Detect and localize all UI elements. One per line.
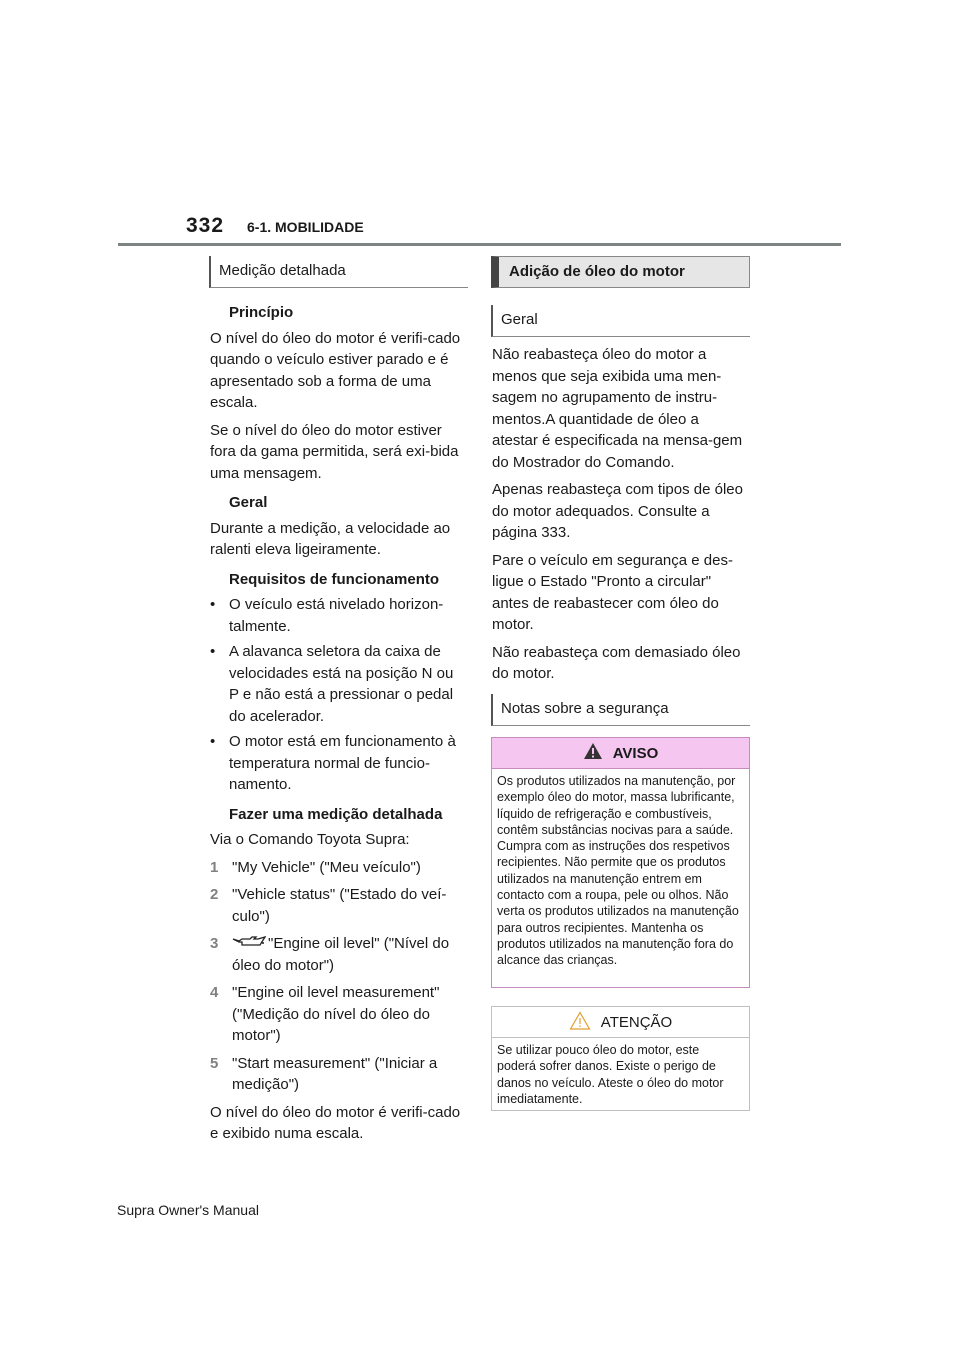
paragraph: O nível do óleo do motor é verifi-cado e exibido numa escala. <box>210 1103 461 1143</box>
step-item <box>210 933 465 976</box>
warning-title: AVISO <box>612 744 659 762</box>
caution-header <box>492 1007 749 1038</box>
oil-can-icon <box>232 933 266 955</box>
warning-header <box>492 738 749 769</box>
subsection-heading-general <box>491 305 750 337</box>
warning-triangle-icon <box>583 742 603 764</box>
bullet-marker: • <box>210 596 216 613</box>
step-text: "My Vehicle" ("Meu veículo") <box>232 858 421 876</box>
step-item <box>210 857 465 879</box>
section-heading-text: Adição de óleo do motor <box>509 263 685 280</box>
step-text: "Engine oil level" ("Nível do óleo do motor") <box>232 935 450 974</box>
list-item-text: O motor está em funcionamento à temperatura normal de funcio-namento. <box>229 733 456 793</box>
section-heading-text: Medição detalhada <box>219 262 346 279</box>
subheading-requirements: Requisitos de funcionamento <box>229 570 440 588</box>
header-divider <box>118 243 841 246</box>
caution-box <box>491 1006 750 1111</box>
section-heading-detailed-measurement <box>209 256 468 288</box>
step-number: 3 <box>210 935 219 952</box>
step-text: "Start measurement" ("Iniciar a medição") <box>232 1054 438 1094</box>
paragraph: O nível do óleo do motor é verifi-cado quando o veículo estiver parado e é apresentado sob a forma de uma escala. <box>210 329 461 411</box>
chapter-title: 6-1. MOBILIDADE <box>247 219 364 235</box>
list-item <box>210 731 465 796</box>
step-item <box>210 1053 465 1096</box>
paragraph: Pare o veículo em segurança e des-ligue o Estado "Pronto a circular" antes de reabastecer com óleo do motor. <box>492 551 733 633</box>
step-number: 2 <box>210 886 219 903</box>
right-column <box>492 344 747 691</box>
bullet-marker: • <box>210 733 216 750</box>
step-number: 5 <box>210 1054 219 1072</box>
list-item <box>210 641 465 727</box>
caution-triangle-icon <box>569 1011 591 1034</box>
step-number: 4 <box>210 984 219 1002</box>
subheading-general: Geral <box>229 494 268 511</box>
page-number: 332 <box>186 214 225 237</box>
subheading-detailed-measurement: Fazer uma medição detalhada <box>229 805 443 823</box>
paragraph: Não reabasteça com demasiado óleo do motor. <box>492 643 741 682</box>
step-item <box>210 884 465 927</box>
section-heading-add-oil <box>491 256 750 288</box>
caution-title: ATENÇÃO <box>600 1013 673 1031</box>
list-item <box>210 594 465 637</box>
subheading-principle: Princípio <box>229 304 294 321</box>
section-heading-text: Geral <box>501 311 538 328</box>
paragraph: Se o nível do óleo do motor estiver fora da gama permitida, será exi-bida uma mensagem. <box>210 421 459 482</box>
step-text: "Engine oil level measurement" ("Medição do nível do óleo do motor") <box>232 984 440 1045</box>
step-number: 1 <box>210 858 219 876</box>
warning-text: Os produtos utilizados na manutenção, por exemplo óleo do motor, massa lubrificante, líquido de refrigeração e combustíveis, contêm substâncias nocivas para a saúde. Cumpra com as instruções dos respetivos recipientes. Não permite que os produtos utilizados na manutenção entrem em contacto com a roupa, pele ou olhos. Não verta os produtos utilizados na manutenção para outros recipientes. Mantenha os produtos utilizados na manutenção fora do alcance das crianças. <box>497 774 739 968</box>
step-text: "Vehicle status" ("Estado do veí-culo") <box>232 886 447 925</box>
warning-box <box>491 737 750 988</box>
list-item-text: O veículo está nivelado horizon-talmente. <box>229 596 444 635</box>
section-heading-text: Notas sobre a segurança <box>501 700 669 717</box>
paragraph: Não reabasteça óleo do motor a menos que seja exibida uma men-sagem no agrupamento de instru-mentos.A quantidade de óleo a atestar é especificada na mensa-gem do Mostrador do Comando. <box>492 346 743 471</box>
subsection-heading-safety <box>491 694 750 726</box>
paragraph: Durante a medição, a velocidade ao ralenti eleva ligeiramente. <box>210 519 451 558</box>
bullet-marker: • <box>210 643 216 660</box>
paragraph: Apenas reabasteça com tipos de óleo do motor adequados. Consulte a página 333. <box>492 481 743 541</box>
list-item-text: A alavanca seletora da caixa de velocidades está na posição N ou P e não está a pressionar o pedal do acelerador. <box>229 643 454 725</box>
caution-text: Se utilizar pouco óleo do motor, este poderá sofrer danos. Existe o perigo de danos no veículo. Ateste o óleo do motor imediatamente. <box>497 1043 724 1106</box>
paragraph: Via o Comando Toyota Supra: <box>210 831 410 848</box>
left-column <box>210 294 465 1151</box>
step-item <box>210 982 465 1047</box>
footer-text: Supra Owner's Manual <box>117 1202 259 1218</box>
